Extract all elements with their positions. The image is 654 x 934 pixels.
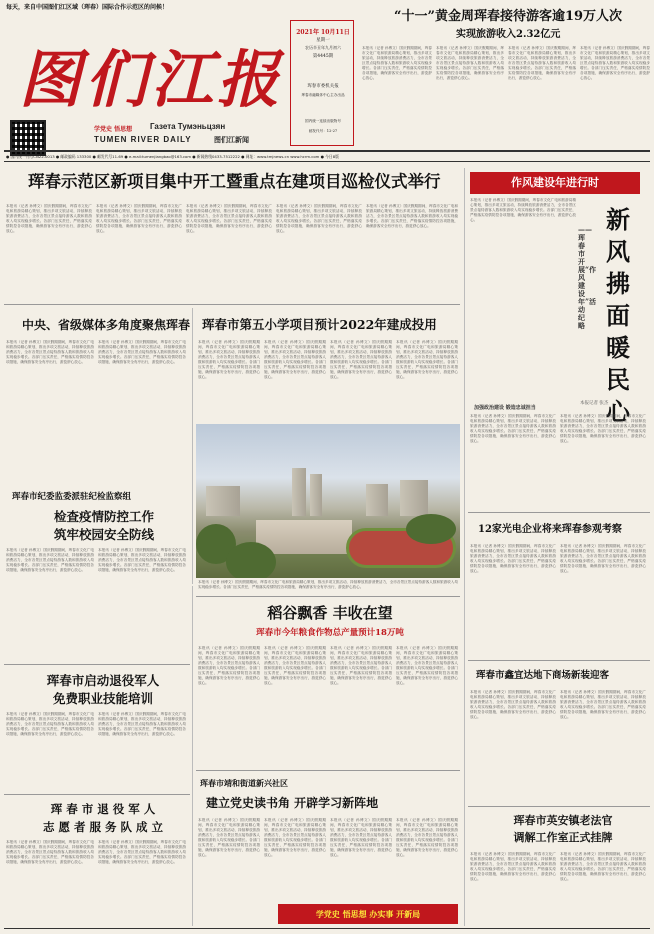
- discipline-story-body: 本报讯（记者 孙博文）国庆假期期间，珲春市文化广电和旅游局精心策划，推出多项文旅活动，持续释放旅游消费活力，全市各景区景点接待游客人数和旅游收入均实现稳步增长。各部门压实责任，严格落实疫情防控各项措施，确保游客安全有序出行，游览舒心放心。: [98, 548, 186, 572]
- logo-char: 们: [84, 43, 147, 116]
- masthead-logo: [18, 32, 288, 128]
- side-feature-char: 心: [606, 397, 630, 426]
- side-feature-char: 民: [606, 365, 630, 394]
- discipline-story-headline: 筑牢校园安全防线: [53, 527, 154, 542]
- masthead-sub-name: 图们江新闻: [214, 135, 249, 144]
- masthead-tagline: 学党史 悟思想: [94, 126, 133, 133]
- issue-box: [290, 20, 354, 146]
- side-feature-char: 风: [606, 237, 630, 266]
- community-story-banner: 学党史 悟思想 办实事 开新局: [278, 904, 458, 924]
- community-story-headline: 建立党史读书角 开辟学习新阵地: [206, 796, 379, 810]
- logo-char: 图: [18, 43, 81, 116]
- community-story-body: 本报讯（记者 孙博文）国庆假期期间，珲春市文化广电和旅游局精心策划，推出多项文旅活动，持续释放旅游消费活力，全市各景区景点接待游客人数和旅游收入均实现稳步增长。各部门压实责任，严格落实疫情防控各项措施，确保游客安全有序出行，游览舒心放心。: [198, 818, 260, 857]
- court-story-body: 本报讯（记者 孙博文）国庆假期期间，珲春市文化广电和旅游局精心策划，推出多项文旅活动，持续释放旅游消费活力，全市各景区景点接待游客人数和旅游收入均实现稳步增长。各部门压实责任，严格落实疫情防控各项措施，确保游客安全有序出行，游览舒心放心。: [470, 852, 556, 881]
- school-story-body: 本报讯（记者 孙博文）国庆假期期间，珲春市文化广电和旅游局精心策划，推出多项文旅活动，持续释放旅游消费活力，全市各景区景点接待游客人数和旅游收入均实现稳步增长。各部门压实责任，严格落实疫情防控各项措施，确保游客安全有序出行，游览舒心放心。: [198, 340, 260, 379]
- court-story-body: 本报讯（记者 孙博文）国庆假期期间，珲春市文化广电和旅游局精心策划，推出多项文旅活动，持续释放旅游消费活力，全市各景区景点接待游客人数和旅游收入均实现稳步增长。各部门压实责任，严格落实疫情防控各项措施，确保游客安全有序出行，游览舒心放心。: [560, 852, 646, 881]
- side-feature-char: 新: [606, 205, 630, 234]
- veterans-team-body: 本报讯（记者 孙博文）国庆假期期间，珲春市文化广电和旅游局精心策划，推出多项文旅活动，持续释放旅游消费活力，全市各景区景点接待游客人数和旅游收入均实现稳步增长。各部门压实责任，严格落实疫情防控各项措施，确保游客安全有序出行，游览舒心放心。: [98, 840, 186, 864]
- discipline-story-headline: 检查疫情防控工作: [53, 509, 154, 524]
- top-slogan: 每天，来自中国图们江区域（珲春）国际合作示范区的问候！: [6, 4, 169, 11]
- lead-story-body: 本报讯（记者 孙博文）国庆假期期间，珲春市文化广电和旅游局精心策划，推出多项文旅活动，持续释放旅游消费活力，全市各景区景点接待游客人数和旅游收入均实现稳步增长。各部门压实责任，严格落实疫情防控各项措施，确保游客安全有序出行，游览舒心放心。: [508, 46, 576, 80]
- community-story-body: 本报讯（记者 孙博文）国庆假期期间，珲春市文化广电和旅游局精心策划，推出多项文旅活动，持续释放旅游消费活力，全市各景区景点接待游客人数和旅游收入均实现稳步增长。各部门压实责任，严格落实疫情防控各项措施，确保游客安全有序出行，游览舒心放心。: [264, 818, 326, 857]
- side-feature-headline: [594, 204, 642, 428]
- veterans-team-headline: 珲 春 市 退 役 军 人: [50, 802, 156, 816]
- harvest-story-headline: 稻谷飘香 丰收在望: [267, 604, 393, 622]
- veterans-training-headline: 免费职业技能培训: [52, 691, 153, 706]
- main-story-body: 本报讯（记者 孙博文）国庆假期期间，珲春市文化广电和旅游局精心策划，推出多项文旅活动，持续释放旅游消费活力，全市各景区景点接待游客人数和旅游收入均实现稳步增长。各部门压实责任，严格落实疫情防控各项措施，确保游客安全有序出行，游览舒心放心。: [6, 204, 92, 233]
- media-story-body: 本报讯（记者 孙博文）国庆假期期间，珲春市文化广电和旅游局精心策划，推出多项文旅活动，持续释放旅游消费活力，全市各景区景点接待游客人数和旅游收入均实现稳步增长。各部门压实责任，严格落实疫情防控各项措施，确保游客安全有序出行，游览舒心放心。: [6, 340, 94, 364]
- school-story-body: 本报讯（记者 孙博文）国庆假期期间，珲春市文化广电和旅游局精心策划，推出多项文旅活动，持续释放旅游消费活力，全市各景区景点接待游客人数和旅游收入均实现稳步增长。各部门压实责任，严格落实疫情防控各项措施，确保游客安全有序出行，游览舒心放心。: [330, 340, 392, 379]
- court-story-headline: 珲春市英安镇老法官: [513, 814, 613, 827]
- discipline-story-kicker: 珲春市纪委监委派驻纪检监察组: [12, 492, 132, 502]
- masthead-english-name: TUMEN RIVER DAILY: [94, 135, 192, 144]
- issue-note: 珲春市融媒体中心主办出品: [301, 93, 345, 97]
- news-photo: [196, 424, 460, 578]
- issue-sponsor: 珲春市委机关报: [307, 84, 339, 89]
- side-feature-subhead: ——珲春市开展“作风建设年”活动纪略: [578, 225, 597, 330]
- column-tag: 作风建设年进行时: [470, 172, 640, 194]
- logo-char: 江: [150, 43, 213, 116]
- issue-number: 第4445期: [312, 54, 334, 59]
- issue-date: 2021年 10月11日: [296, 29, 350, 36]
- community-story-kicker: 珲春市靖和街道新兴社区: [200, 778, 288, 788]
- school-story-body: 本报讯（记者 孙博文）国庆假期期间，珲春市文化广电和旅游局精心策划，推出多项文旅活动，持续释放旅游消费活力，全市各景区景点接待游客人数和旅游收入均实现稳步增长。各部门压实责任，严格落实疫情防控各项措施，确保游客安全有序出行，游览舒心放心。: [396, 340, 458, 379]
- veterans-team-body: 本报讯（记者 孙博文）国庆假期期间，珲春市文化广电和旅游局精心策划，推出多项文旅活动，持续释放旅游消费活力，全市各景区景点接待游客人数和旅游收入均实现稳步增长。各部门压实责任，严格落实疫情防控各项措施，确保游客安全有序出行，游览舒心放心。: [6, 840, 94, 864]
- harvest-story-body: 本报讯（记者 孙博文）国庆假期期间，珲春市文化广电和旅游局精心策划，推出多项文旅活动，持续释放旅游消费活力，全市各景区景点接待游客人数和旅游收入均实现稳步增长。各部门压实责任，严格落实疫情防控各项措施，确保游客安全有序出行，游览舒心放心。: [264, 646, 326, 685]
- community-story-body: 本报讯（记者 孙博文）国庆假期期间，珲春市文化广电和旅游局精心策划，推出多项文旅活动，持续释放旅游消费活力，全市各景区景点接待游客人数和旅游收入均实现稳步增长。各部门压实责任，严格落实疫情防控各项措施，确保游客安全有序出行，游览舒心放心。: [396, 818, 458, 857]
- logo-char: 报: [216, 43, 279, 116]
- mall-story-headline: 珲春市鑫宜达地下商场新装迎客: [476, 670, 610, 681]
- lead-story-body: 本报讯（记者 孙博文）国庆假期期间，珲春市文化广电和旅游局精心策划，推出多项文旅活动，持续释放旅游消费活力，全市各景区景点接待游客人数和旅游收入均实现稳步增长。各部门压实责任，严格落实疫情防控各项措施，确保游客安全有序出行，游览舒心放心。: [580, 46, 650, 80]
- lead-story-headline: “十一”黄金周珲春接待游客逾19万人次: [394, 9, 623, 24]
- media-story-body: 本报讯（记者 孙博文）国庆假期期间，珲春市文化广电和旅游局精心策划，推出多项文旅活动，持续释放旅游消费活力，全市各景区景点接待游客人数和旅游收入均实现稳步增长。各部门压实责任，严格落实疫情防控各项措施，确保游客安全有序出行，游览舒心放心。: [98, 340, 186, 364]
- side-feature-char: 拂: [606, 269, 630, 298]
- side-feature-body: 本报讯（记者 孙博文）国庆假期期间，珲春市文化广电和旅游局精心策划，推出多项文旅活动，持续释放旅游消费活力，全市各景区景点接待游客人数和旅游收入均实现稳步增长。各部门压实责任，严格落实疫情防控各项措施，确保游客安全有序出行，游览舒心放心。: [560, 414, 646, 443]
- veterans-training-body: 本报讯（记者 孙博文）国庆假期期间，珲春市文化广电和旅游局精心策划，推出多项文旅活动，持续释放旅游消费活力，全市各景区景点接待游客人数和旅游收入均实现稳步增长。各部门压实责任，严格落实疫情防控各项措施，确保游客安全有序出行，游览舒心放心。: [6, 712, 94, 736]
- harvest-story-subhead: 珲春市今年粮食作物总产量预计18万吨: [256, 628, 404, 638]
- main-story-body: 本报讯（记者 孙博文）国庆假期期间，珲春市文化广电和旅游局精心策划，推出多项文旅活动，持续释放旅游消费活力，全市各景区景点接待游客人数和旅游收入均实现稳步增长。各部门压实责任，严格落实疫情防控各项措施，确保游客安全有序出行，游览舒心放心。: [96, 204, 182, 233]
- lead-story-subhead: 实现旅游收入2.32亿元: [456, 29, 561, 40]
- main-story-headline: 珲春示范区新项目集中开工暨重点在建项目巡检仪式举行: [28, 172, 441, 191]
- pv-story-body: 本报讯（记者 孙博文）国庆假期期间，珲春市文化广电和旅游局精心策划，推出多项文旅活动，持续释放旅游消费活力，全市各景区景点接待游客人数和旅游收入均实现稳步增长。各部门压实责任，严格落实疫情防控各项措施，确保游客安全有序出行，游览舒心放心。: [560, 544, 646, 573]
- issue-weekday: 星期一: [316, 38, 330, 43]
- mall-story-body: 本报讯（记者 孙博文）国庆假期期间，珲春市文化广电和旅游局精心策划，推出多项文旅活动，持续释放旅游消费活力，全市各景区景点接待游客人数和旅游收入均实现稳步增长。各部门压实责任，严格落实疫情防控各项措施，确保游客安全有序出行，游览舒心放心。: [560, 690, 646, 719]
- harvest-story-body: 本报讯（记者 孙博文）国庆假期期间，珲春市文化广电和旅游局精心策划，推出多项文旅活动，持续释放旅游消费活力，全市各景区景点接待游客人数和旅游收入均实现稳步增长。各部门压实责任，严格落实疫情防控各项措施，确保游客安全有序出行，游览舒心放心。: [198, 646, 260, 685]
- harvest-story-body: 本报讯（记者 孙博文）国庆假期期间，珲春市文化广电和旅游局精心策划，推出多项文旅活动，持续释放旅游消费活力，全市各景区景点接待游客人数和旅游收入均实现稳步增长。各部门压实责任，严格落实疫情防控各项措施，确保游客安全有序出行，游览舒心放心。: [396, 646, 458, 685]
- lead-story-body: 本报讯（记者 孙博文）国庆假期期间，珲春市文化广电和旅游局精心策划，推出多项文旅活动，持续释放旅游消费活力，全市各景区景点接待游客人数和旅游收入均实现稳步增长。各部门压实责任，严格落实疫情防控各项措施，确保游客安全有序出行，游览舒心放心。: [362, 46, 432, 80]
- discipline-story-body: 本报讯（记者 孙博文）国庆假期期间，珲春市文化广电和旅游局精心策划，推出多项文旅活动，持续释放旅游消费活力，全市各景区景点接待游客人数和旅游收入均实现稳步增长。各部门压实责任，严格落实疫情防控各项措施，确保游客安全有序出行，游览舒心放心。: [6, 548, 94, 572]
- court-story-headline: 调解工作室正式挂牌: [513, 831, 613, 844]
- pv-story-headline: 12家光电企业将来珲春参观考察: [478, 524, 622, 535]
- issue-note: 国内统一连续出版物号: [305, 119, 341, 123]
- community-story-body: 本报讯（记者 孙博文）国庆假期期间，珲春市文化广电和旅游局精心策划，推出多项文旅活动，持续释放旅游消费活力，全市各景区景点接待游客人数和旅游收入均实现稳步增长。各部门压实责任，严格落实疫情防控各项措施，确保游客安全有序出行，游览舒心放心。: [330, 818, 392, 857]
- side-feature-byline: 本报记者 张杰: [580, 401, 609, 406]
- main-story-body: 本报讯（记者 孙博文）国庆假期期间，珲春市文化广电和旅游局精心策划，推出多项文旅活动，持续释放旅游消费活力，全市各景区景点接待游客人数和旅游收入均实现稳步增长。各部门压实责任，严格落实疫情防控各项措施，确保游客安全有序出行，游览舒心放心。: [186, 204, 272, 233]
- pv-story-body: 本报讯（记者 孙博文）国庆假期期间，珲春市文化广电和旅游局精心策划，推出多项文旅活动，持续释放旅游消费活力，全市各景区景点接待游客人数和旅游收入均实现稳步增长。各部门压实责任，严格落实疫情防控各项措施，确保游客安全有序出行，游览舒心放心。: [470, 544, 556, 573]
- veterans-team-headline: 志 愿 者 服 务 队 成 立: [42, 820, 164, 834]
- side-feature-body: 本报讯（记者 孙博文）国庆假期期间，珲春市文化广电和旅游局精心策划，推出多项文旅活动，持续释放旅游消费活力，全市各景区景点接待游客人数和旅游收入均实现稳步增长。各部门压实责任，严格落实疫情防控各项措施，确保游客安全有序出行，游览舒心放心。: [470, 198, 576, 222]
- issue-lunar: 农历辛丑年九月初六: [305, 45, 341, 50]
- harvest-story-body: 本报讯（记者 孙博文）国庆假期期间，珲春市文化广电和旅游局精心策划，推出多项文旅活动，持续释放旅游消费活力，全市各景区景点接待游客人数和旅游收入均实现稳步增长。各部门压实责任，严格落实疫情防控各项措施，确保游客安全有序出行，游览舒心放心。: [330, 646, 392, 685]
- veterans-training-body: 本报讯（记者 孙博文）国庆假期期间，珲春市文化广电和旅游局精心策划，推出多项文旅活动，持续释放旅游消费活力，全市各景区景点接待游客人数和旅游收入均实现稳步增长。各部门压实责任，严格落实疫情防控各项措施，确保游客安全有序出行，游览舒心放心。: [98, 712, 186, 736]
- main-story-body: 本报讯（记者 孙博文）国庆假期期间，珲春市文化广电和旅游局精心策划，推出多项文旅活动，持续释放旅游消费活力，全市各景区景点接待游客人数和旅游收入均实现稳步增长。各部门压实责任，严格落实疫情防控各项措施，确保游客安全有序出行，游览舒心放心。: [366, 204, 458, 228]
- media-story-headline: 中央、省级媒体多角度聚焦珲春: [22, 318, 191, 332]
- masthead-foreign-name: Газета Тумэньцзян: [150, 122, 226, 131]
- info-bar: ● 国内统一刊号CN22-0013 ● 邮政编码 133300 ● 邮发代号11-69 ● e-mail:tumenjiangbao@163.com ● 新闻热线0433-7512222 ● 网址：www.tmjnews.cn www.hcrm.com ● 今日8版: [6, 154, 339, 159]
- veterans-training-headline: 珲春市启动退役军人: [46, 673, 160, 688]
- mall-story-body: 本报讯（记者 孙博文）国庆假期期间，珲春市文化广电和旅游局精心策划，推出多项文旅活动，持续释放旅游消费活力，全市各景区景点接待游客人数和旅游收入均实现稳步增长。各部门压实责任，严格落实疫情防控各项措施，确保游客安全有序出行，游览舒心放心。: [470, 690, 556, 719]
- school-story-headline: 珲春市第五小学项目预计2022年建成投用: [202, 317, 437, 332]
- school-story-body: 本报讯（记者 孙博文）国庆假期期间，珲春市文化广电和旅游局精心策划，推出多项文旅活动，持续释放旅游消费活力，全市各景区景点接待游客人数和旅游收入均实现稳步增长。各部门压实责任，严格落实疫情防控各项措施，确保游客安全有序出行，游览舒心放心。: [264, 340, 326, 379]
- side-feature-char: 暖: [606, 333, 630, 362]
- lead-story-body: 本报讯（记者 孙博文）国庆假期期间，珲春市文化广电和旅游局精心策划，推出多项文旅活动，持续释放旅游消费活力，全市各景区景点接待游客人数和旅游收入均实现稳步增长。各部门压实责任，严格落实疫情防控各项措施，确保游客安全有序出行，游览舒心放心。: [436, 46, 504, 80]
- photo-caption: 本报讯（记者 孙博文）国庆假期期间，珲春市文化广电和旅游局精心策划，推出多项文旅活动，持续释放旅游消费活力，全市各景区景点接待游客人数和旅游收入均实现稳步增长。各部门压实责任，严格落实疫情防控各项措施，确保游客安全有序出行，游览舒心放心。: [198, 580, 458, 589]
- main-story-body: 本报讯（记者 孙博文）国庆假期期间，珲春市文化广电和旅游局精心策划，推出多项文旅活动，持续释放旅游消费活力，全市各景区景点接待游客人数和旅游收入均实现稳步增长。各部门压实责任，严格落实疫情防控各项措施，确保游客安全有序出行，游览舒心放心。: [276, 204, 362, 233]
- issue-note: 邮发代号：12-27: [308, 129, 338, 133]
- side-feature-highlight: 加强政治建设 锻造忠诚担当: [474, 405, 536, 411]
- side-feature-body: 本报讯（记者 孙博文）国庆假期期间，珲春市文化广电和旅游局精心策划，推出多项文旅活动，持续释放旅游消费活力，全市各景区景点接待游客人数和旅游收入均实现稳步增长。各部门压实责任，严格落实疫情防控各项措施，确保游客安全有序出行，游览舒心放心。: [470, 414, 556, 443]
- side-feature-char: 面: [606, 301, 630, 330]
